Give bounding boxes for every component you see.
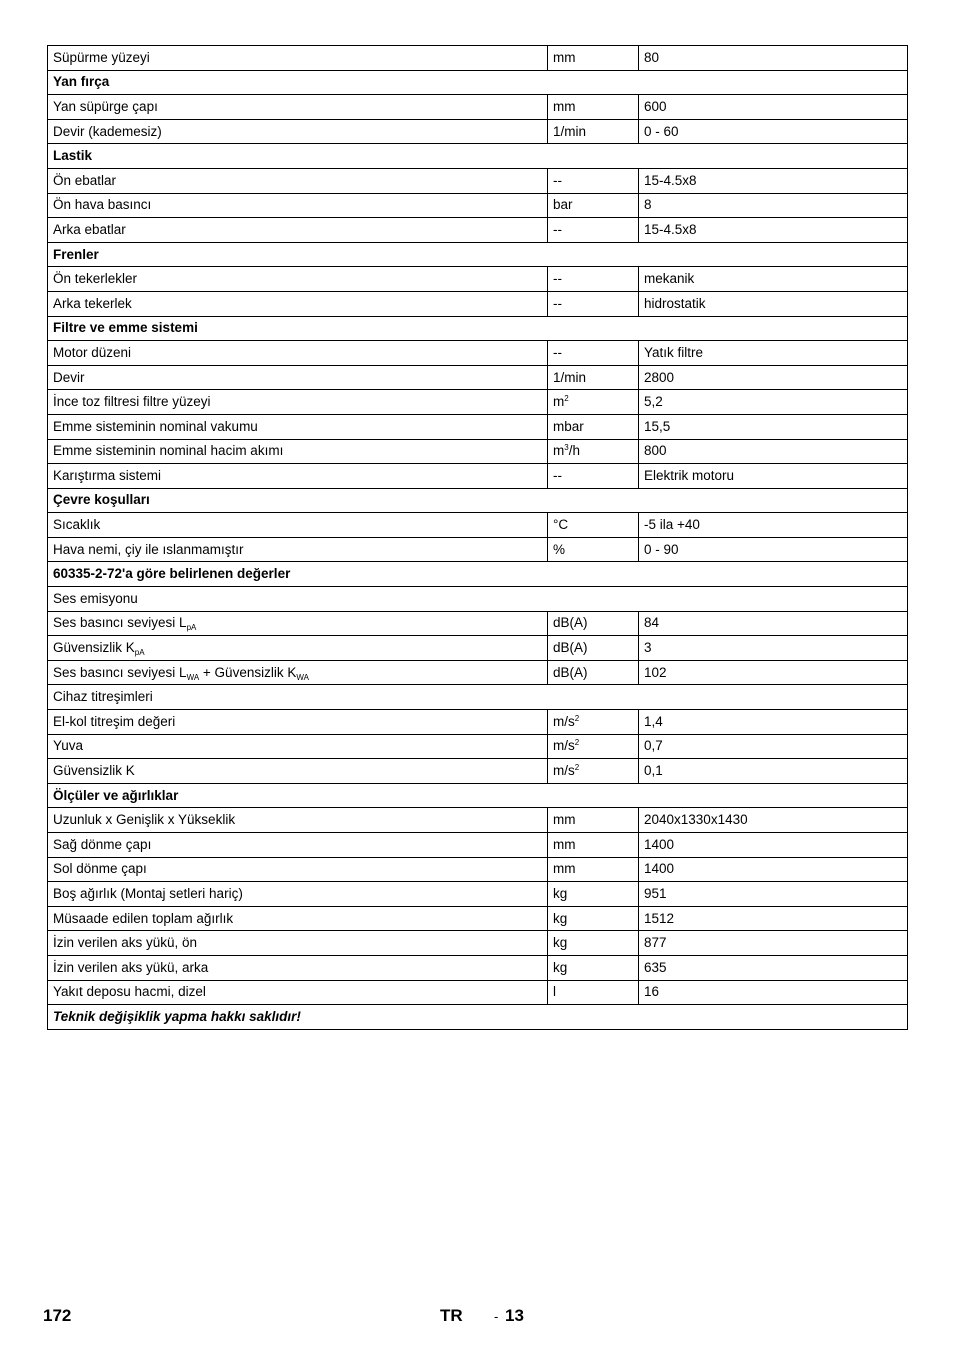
table-row (48, 734, 908, 759)
unit-label: mm (553, 98, 576, 114)
subheading-cell (48, 587, 908, 612)
parameter-label: Arka ebatlar (53, 221, 126, 237)
unit-label: °C (553, 517, 569, 533)
value-label: 1,4 (644, 713, 663, 729)
unit-cell (548, 833, 639, 858)
parameter-cell (48, 119, 548, 144)
unit-cell (548, 636, 639, 661)
value-label: 1512 (644, 910, 675, 926)
subheading-cell (48, 685, 908, 710)
parameter-label: Boş ağırlık (Montaj setleri hariç) (53, 885, 243, 901)
unit-cell (548, 439, 639, 464)
parameter-cell (48, 439, 548, 464)
value-label: 635 (644, 959, 667, 975)
value-label: 80 (644, 49, 660, 65)
table-row (48, 955, 908, 980)
parameter-cell (48, 710, 548, 735)
value-cell (639, 537, 908, 562)
subheading-row (48, 587, 908, 612)
parameter-label: Uzunluk x Genişlik x Yükseklik (53, 812, 236, 828)
unit-label: -- (553, 467, 562, 483)
parameter-cell (48, 168, 548, 193)
unit-cell (548, 955, 639, 980)
parameter-cell (48, 218, 548, 243)
parameter-cell (48, 95, 548, 120)
parameter-label: Sol dönme çapı (53, 861, 147, 877)
parameter-label: İzin verilen aks yükü, arka (53, 959, 209, 975)
value-label: -5 ila +40 (644, 517, 700, 533)
table-row (48, 980, 908, 1005)
unit-cell (548, 365, 639, 390)
value-cell (639, 513, 908, 538)
parameter-label: Emme sisteminin nominal hacim akımı (53, 443, 284, 459)
table-row (48, 267, 908, 292)
table-row (48, 906, 908, 931)
parameter-cell (48, 267, 548, 292)
value-cell (639, 833, 908, 858)
unit-cell (548, 46, 639, 71)
table-row (48, 759, 908, 784)
value-label: 102 (644, 664, 667, 680)
value-cell (639, 267, 908, 292)
parameter-cell (48, 611, 548, 636)
section-label: Çevre koşulları (53, 492, 150, 508)
table-row (48, 513, 908, 538)
value-label: 5,2 (644, 394, 663, 410)
section-label: Yan fırça (53, 74, 110, 90)
section-cell (48, 242, 908, 267)
parameter-label: Ön tekerlekler (53, 271, 138, 287)
value-cell (639, 710, 908, 735)
value-cell (639, 119, 908, 144)
unit-cell (548, 95, 639, 120)
value-label: 800 (644, 443, 667, 459)
parameter-cell (48, 808, 548, 833)
unit-label: l (553, 984, 556, 1000)
parameter-label: Yuva (53, 738, 84, 754)
unit-cell (548, 611, 639, 636)
unit-cell (548, 710, 639, 735)
parameter-cell (48, 931, 548, 956)
parameter-cell (48, 390, 548, 415)
section-cell (48, 144, 908, 169)
value-label: 15-4.5x8 (644, 221, 697, 237)
table-row (48, 833, 908, 858)
section-cell (48, 562, 908, 587)
table-row (48, 414, 908, 439)
value-cell (639, 734, 908, 759)
table-row (48, 882, 908, 907)
value-cell (639, 46, 908, 71)
table-row (48, 390, 908, 415)
footer-cell (48, 1005, 908, 1030)
parameter-cell (48, 882, 548, 907)
parameter-subscript: pA (186, 623, 197, 633)
parameter-cell (48, 537, 548, 562)
section-header-row (48, 144, 908, 169)
unit-label: -- (553, 271, 562, 287)
table-row (48, 808, 908, 833)
parameter-label-continued: + Güvensizlik K (199, 664, 297, 680)
subheading-label: Ses emisyonu (53, 590, 138, 606)
unit-cell (548, 857, 639, 882)
parameter-cell (48, 414, 548, 439)
parameter-label: Yan süpürge çapı (53, 98, 158, 114)
unit-cell (548, 414, 639, 439)
unit-cell (548, 341, 639, 366)
section-cell (48, 488, 908, 513)
parameter-label: Ön ebatlar (53, 172, 117, 188)
table-row (48, 168, 908, 193)
parameter-subscript: pA (134, 648, 145, 658)
unit-label: dB(A) (553, 615, 588, 631)
parameter-cell (48, 660, 548, 685)
value-cell (639, 464, 908, 489)
value-label: 0 - 90 (644, 541, 679, 557)
page-number: 172 (43, 1306, 72, 1325)
value-label: 1400 (644, 861, 675, 877)
value-cell (639, 660, 908, 685)
parameter-cell (48, 906, 548, 931)
unit-label: 1/min (553, 369, 587, 385)
unit-label: dB(A) (553, 640, 588, 656)
unit-label: -- (553, 295, 562, 311)
section-label: Ölçüler ve ağırlıklar (53, 787, 179, 803)
unit-label: mbar (553, 418, 584, 434)
technical-data-table-body (48, 46, 908, 1030)
value-cell (639, 439, 908, 464)
value-cell (639, 414, 908, 439)
section-label: Lastik (53, 148, 93, 164)
unit-label: bar (553, 197, 573, 213)
value-label: 877 (644, 935, 667, 951)
section-cell (48, 783, 908, 808)
unit-label: dB(A) (553, 664, 588, 680)
unit-cell (548, 759, 639, 784)
table-row (48, 439, 908, 464)
section-header-row (48, 242, 908, 267)
parameter-cell (48, 46, 548, 71)
unit-cell (548, 882, 639, 907)
parameter-label: Ses basıncı seviyesi L (53, 664, 187, 680)
parameter-label: Süpürme yüzeyi (53, 49, 150, 65)
table-row (48, 710, 908, 735)
unit-cell (548, 390, 639, 415)
unit-cell (548, 193, 639, 218)
table-row (48, 95, 908, 120)
value-cell (639, 636, 908, 661)
section-label: Filtre ve emme sistemi (53, 320, 198, 336)
unit-label: mm (553, 861, 576, 877)
unit-superscript: 2 (574, 738, 580, 748)
unit-cell (548, 980, 639, 1005)
parameter-cell (48, 857, 548, 882)
value-label: 8 (644, 197, 652, 213)
footer-separator: - (494, 1309, 499, 1324)
section-header-row (48, 70, 908, 95)
parameter-label: Güvensizlik K (53, 763, 135, 779)
parameter-label: Emme sisteminin nominal vakumu (53, 418, 258, 434)
unit-label: m/s (553, 763, 575, 779)
table-row (48, 857, 908, 882)
unit-cell (548, 734, 639, 759)
parameter-cell (48, 365, 548, 390)
value-label: mekanik (644, 271, 695, 287)
value-label: 0 - 60 (644, 123, 679, 139)
unit-label: kg (553, 935, 568, 951)
value-label: 600 (644, 98, 667, 114)
section-header-row (48, 488, 908, 513)
table-row (48, 464, 908, 489)
unit-cell (548, 931, 639, 956)
table-row (48, 611, 908, 636)
parameter-label: Ön hava basıncı (53, 197, 152, 213)
subheading-row (48, 685, 908, 710)
table-row (48, 341, 908, 366)
parameter-label: Müsaade edilen toplam ağırlık (53, 910, 234, 926)
unit-label: kg (553, 885, 568, 901)
value-cell (639, 390, 908, 415)
unit-label-tail: /h (568, 443, 580, 459)
table-row (48, 537, 908, 562)
parameter-label: İnce toz filtresi filtre yüzeyi (53, 394, 211, 410)
unit-label: kg (553, 959, 568, 975)
section-label: 60335-2-72'a göre belirlenen değerler (53, 566, 291, 582)
value-cell (639, 291, 908, 316)
value-label: 15,5 (644, 418, 671, 434)
value-cell (639, 341, 908, 366)
unit-label: -- (553, 172, 562, 188)
parameter-label: Ses basıncı seviyesi L (53, 615, 187, 631)
unit-cell (548, 464, 639, 489)
unit-label: 1/min (553, 123, 587, 139)
parameter-cell (48, 980, 548, 1005)
unit-superscript: 2 (574, 763, 580, 773)
unit-label: m (553, 443, 565, 459)
parameter-cell (48, 636, 548, 661)
value-label: 951 (644, 885, 667, 901)
unit-cell (548, 267, 639, 292)
value-label: 3 (644, 640, 652, 656)
table-row (48, 193, 908, 218)
section-header-row (48, 316, 908, 341)
parameter-cell (48, 193, 548, 218)
value-cell (639, 882, 908, 907)
unit-label: kg (553, 910, 568, 926)
value-cell (639, 906, 908, 931)
unit-cell (548, 218, 639, 243)
table-row (48, 218, 908, 243)
section-header-row (48, 562, 908, 587)
value-cell (639, 857, 908, 882)
unit-cell (548, 513, 639, 538)
table-row (48, 636, 908, 661)
parameter-label: Sıcaklık (53, 517, 101, 533)
value-label: hidrostatik (644, 295, 706, 311)
parameter-label: Devir (kademesiz) (53, 123, 162, 139)
value-label: Elektrik motoru (644, 467, 735, 483)
parameter-label: Güvensizlik K (53, 640, 135, 656)
footer-label: Teknik değişiklik yapma hakkı saklıdır! (53, 1008, 301, 1024)
unit-label: m/s (553, 738, 575, 754)
value-label: Yatık filtre (644, 344, 704, 360)
value-label: 0,7 (644, 738, 663, 754)
value-cell (639, 95, 908, 120)
table-row (48, 931, 908, 956)
unit-cell (548, 906, 639, 931)
value-label: 15-4.5x8 (644, 172, 697, 188)
unit-label: mm (553, 49, 576, 65)
parameter-cell (48, 291, 548, 316)
parameter-label: Devir (53, 369, 85, 385)
parameter-subscript: WA (296, 672, 309, 682)
unit-cell (548, 660, 639, 685)
section-header-row (48, 783, 908, 808)
parameter-label: Sağ dönme çapı (53, 836, 152, 852)
unit-superscript: 2 (574, 713, 580, 723)
value-cell (639, 193, 908, 218)
parameter-cell (48, 955, 548, 980)
unit-cell (548, 808, 639, 833)
unit-label: -- (553, 344, 562, 360)
table-row (48, 660, 908, 685)
parameter-label: Motor düzeni (53, 344, 132, 360)
parameter-cell (48, 341, 548, 366)
section-page-number: 13 (505, 1306, 524, 1325)
subheading-label: Cihaz titreşimleri (53, 689, 153, 705)
value-label: 0,1 (644, 763, 663, 779)
technical-data-table (47, 45, 908, 1030)
table-row (48, 291, 908, 316)
value-cell (639, 808, 908, 833)
value-label: 1400 (644, 836, 675, 852)
language-code: TR (440, 1306, 463, 1325)
parameter-label: Hava nemi, çiy ile ıslanmamıştır (53, 541, 244, 557)
table-footer-row (48, 1005, 908, 1030)
unit-superscript: 2 (564, 394, 569, 404)
parameter-label: Yakıt deposu hacmi, dizel (53, 984, 206, 1000)
unit-label: mm (553, 836, 576, 852)
table-row (48, 46, 908, 71)
value-cell (639, 218, 908, 243)
value-cell (639, 168, 908, 193)
value-label: 2040x1330x1430 (644, 812, 748, 828)
unit-label: m (553, 394, 565, 410)
table-row (48, 119, 908, 144)
unit-label: mm (553, 812, 576, 828)
unit-cell (548, 537, 639, 562)
section-label: Frenler (53, 246, 99, 262)
unit-cell (548, 168, 639, 193)
parameter-cell (48, 464, 548, 489)
unit-cell (548, 291, 639, 316)
parameter-subscript: WA (186, 672, 200, 682)
section-cell (48, 70, 908, 95)
value-cell (639, 611, 908, 636)
unit-label: -- (553, 221, 562, 237)
unit-superscript: 3 (564, 443, 569, 453)
value-cell (639, 980, 908, 1005)
parameter-label: Karıştırma sistemi (53, 467, 162, 483)
unit-label: m/s (553, 713, 575, 729)
parameter-cell (48, 734, 548, 759)
parameter-label: İzin verilen aks yükü, ön (53, 935, 198, 951)
value-cell (639, 365, 908, 390)
parameter-label: El-kol titreşim değeri (53, 713, 176, 729)
parameter-cell (48, 513, 548, 538)
unit-label: % (553, 541, 566, 557)
table-row (48, 365, 908, 390)
parameter-cell (48, 759, 548, 784)
parameter-cell (48, 833, 548, 858)
value-cell (639, 955, 908, 980)
value-label: 16 (644, 984, 660, 1000)
value-label: 84 (644, 615, 660, 631)
value-cell (639, 759, 908, 784)
section-cell (48, 316, 908, 341)
unit-cell (548, 119, 639, 144)
value-label: 2800 (644, 369, 675, 385)
value-cell (639, 931, 908, 956)
parameter-label: Arka tekerlek (53, 295, 132, 311)
